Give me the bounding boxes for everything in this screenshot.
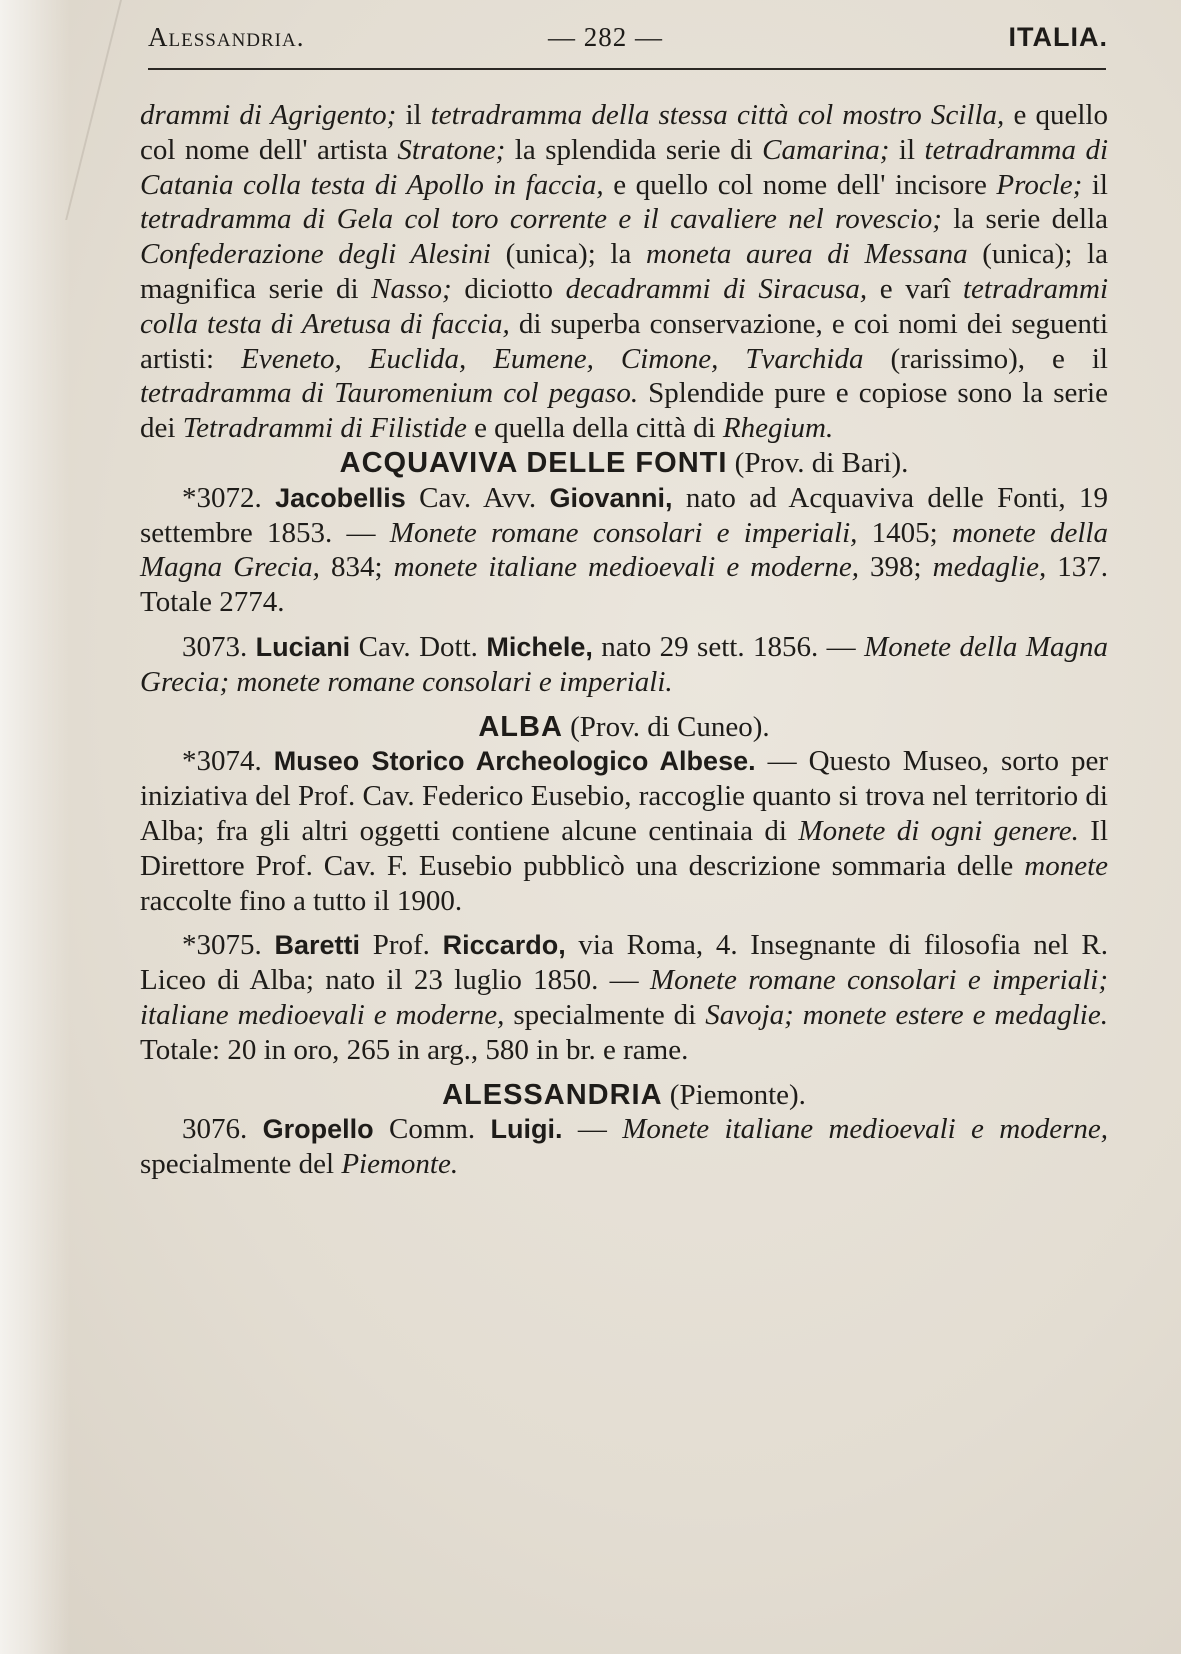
- text-span: via Roma, 4. Insegnante di filosofia nel R. Liceo di Alba; nato il 23 luglio 1850. —: [140, 929, 1109, 997]
- text-span: Il Direttore Prof. Cav. F. Eusebio pubblicò una descrizione sommaria delle: [140, 814, 1108, 882]
- text-span: medaglie,: [932, 551, 1047, 584]
- section-province: (Piemonte).: [662, 1078, 806, 1111]
- running-header: [148, 20, 1108, 56]
- entry-firstname: Michele,: [486, 631, 593, 662]
- text-span: tetradramma di Tauromenium col pegaso.: [140, 377, 639, 410]
- text-span: Monete italiane medioevali e moderne,: [622, 1113, 1108, 1146]
- text-span: Camarina;: [762, 133, 890, 166]
- text-span: nato 29 sett. 1856. —: [592, 630, 865, 663]
- entry-surname: Gropello: [262, 1114, 374, 1145]
- entry-surname: Luciani: [255, 631, 351, 662]
- entry-3073: [140, 630, 1108, 700]
- text-span: decadrammi di Siracusa,: [565, 272, 868, 305]
- section-heading-alessandria: [140, 1078, 1108, 1113]
- entry-surname: Jacobellis: [275, 482, 406, 513]
- section-heading-acquaviva: [140, 446, 1108, 481]
- text-span: Savoja; monete estere e medaglie.: [705, 998, 1108, 1031]
- text-span: Nasso;: [371, 272, 452, 305]
- text-span: Monete di ogni genere.: [798, 814, 1079, 847]
- entry-3074: [140, 744, 1108, 918]
- entry-firstname: Luigi.: [490, 1114, 563, 1145]
- text-span: drammi di Agrigento;: [140, 99, 397, 131]
- entry-number: 3073.: [182, 630, 248, 663]
- text-span: il: [396, 99, 431, 131]
- section-province: (Prov. di Cuneo).: [562, 710, 770, 743]
- text-span: Comm.: [373, 1113, 491, 1146]
- text-span: tetradramma della stessa città col mostro Scilla,: [430, 99, 1005, 131]
- text-span: Splendide pure e copiose sono la serie dei: [140, 377, 1108, 445]
- text-span: 398;: [858, 551, 933, 584]
- text-span: 1405;: [857, 516, 952, 549]
- text-span: il: [889, 133, 925, 166]
- entry-3076: [140, 1112, 1108, 1182]
- entry-3072: [140, 481, 1108, 620]
- text-span: tetradramma di Catania colla testa di Apollo in faccia,: [140, 133, 1109, 201]
- entry-number: 3076.: [182, 1113, 248, 1146]
- entry-surname: Museo Storico Archeologico Albese.: [273, 746, 756, 777]
- entry-number: *3074.: [182, 745, 262, 778]
- page-fold-line: [0, 0, 122, 220]
- text-span: Procle;: [996, 168, 1083, 201]
- text-span: specialmente del: [140, 1148, 342, 1181]
- text-span: Eveneto, Euclida, Eumene, Cimone, Tvarchida: [241, 342, 864, 375]
- text-span: monete della Magna Grecia,: [140, 516, 1108, 584]
- section-name: ACQUAVIVA DELLE FONTI: [339, 446, 728, 479]
- section-province: (Prov. di Bari).: [727, 446, 909, 479]
- entry-number: *3075.: [182, 929, 262, 962]
- text-span: Totale: 20 in oro, 265 in arg., 580 in br. e rame.: [140, 1033, 689, 1066]
- text-span: Tetradrammi di Filistide: [182, 412, 467, 445]
- text-span: Cav. Dott.: [350, 630, 487, 663]
- text-span: nato ad Acquaviva delle Fonti, 19 settembre 1853. —: [140, 481, 1109, 549]
- text-span: la serie della: [941, 203, 1108, 236]
- text-span: (rarissimo), e il: [863, 342, 1108, 375]
- entry-surname: Baretti: [274, 930, 361, 961]
- text-span: — Questo Museo, sorto per iniziativa del Prof. Cav. Federico Eusebio, raccoglie quanto si trova nel territorio di Alba; fra gli altri oggetti contiene alcune centinaia di: [140, 745, 1108, 847]
- text-span: Prof.: [360, 929, 443, 962]
- text-span: Monete della Magna Grecia; monete romane consolari e imperiali.: [140, 630, 1109, 698]
- header-country: ITALIA.: [1008, 22, 1108, 52]
- text-span: (unica); la: [490, 238, 647, 271]
- section-name: ALESSANDRIA: [442, 1078, 663, 1111]
- text-span: Monete romane consolari e imperiali; italiane medioevali e moderne,: [140, 964, 1108, 1031]
- text-span: 137. Totale 2774.: [140, 551, 1109, 619]
- header-rule: [148, 68, 1106, 70]
- text-span: Monete romane consolari e imperiali,: [389, 516, 858, 549]
- text-span: specialmente di: [504, 998, 706, 1031]
- text-span: Rhegium.: [722, 412, 834, 445]
- entry-3075: [140, 928, 1108, 1067]
- continued-paragraph: [140, 98, 1108, 446]
- text-span: moneta aurea di Messana: [646, 238, 968, 271]
- page-body: [140, 98, 1108, 1192]
- text-span: e quello col nome dell' artista: [140, 99, 1108, 166]
- text-span: e quello col nome dell' incisore: [603, 168, 997, 201]
- text-span: e quella della città di: [466, 412, 723, 445]
- text-span: la splendida serie di: [505, 133, 763, 166]
- entry-firstname: Giovanni,: [549, 482, 673, 513]
- text-span: Cav. Avv.: [405, 481, 550, 514]
- text-span: diciotto: [451, 272, 566, 305]
- page-number: — 282 —: [548, 22, 663, 52]
- text-span: Confederazione degli Alesini: [140, 238, 491, 271]
- text-span: (unica); la magnifica serie di: [140, 238, 1108, 305]
- text-span: di superba conservazione, e coi nomi dei seguenti artisti:: [140, 307, 1108, 375]
- text-span: monete: [1024, 849, 1108, 882]
- text-span: —: [562, 1113, 623, 1146]
- entry-firstname: Riccardo,: [442, 930, 566, 961]
- section-name: ALBA: [478, 710, 563, 743]
- section-heading-alba: [140, 710, 1108, 745]
- text-span: il: [1082, 168, 1108, 201]
- text-span: monete italiane medioevali e moderne,: [393, 551, 859, 584]
- text-span: tetradramma di Gela col toro corrente e il cavaliere nel rovescio;: [140, 203, 942, 236]
- text-span: 834;: [319, 551, 394, 584]
- text-span: e varî: [867, 272, 963, 305]
- text-span: Stratone;: [397, 133, 506, 166]
- text-span: tetradrammi colla testa di Aretusa di faccia,: [140, 272, 1108, 340]
- entry-number: *3072.: [182, 481, 262, 514]
- text-span: Piemonte.: [341, 1148, 459, 1181]
- text-span: raccolte fino a tutto il 1900.: [140, 884, 463, 917]
- header-section-title: Alessandria.: [148, 22, 305, 52]
- page-left-margin: [0, 0, 70, 1654]
